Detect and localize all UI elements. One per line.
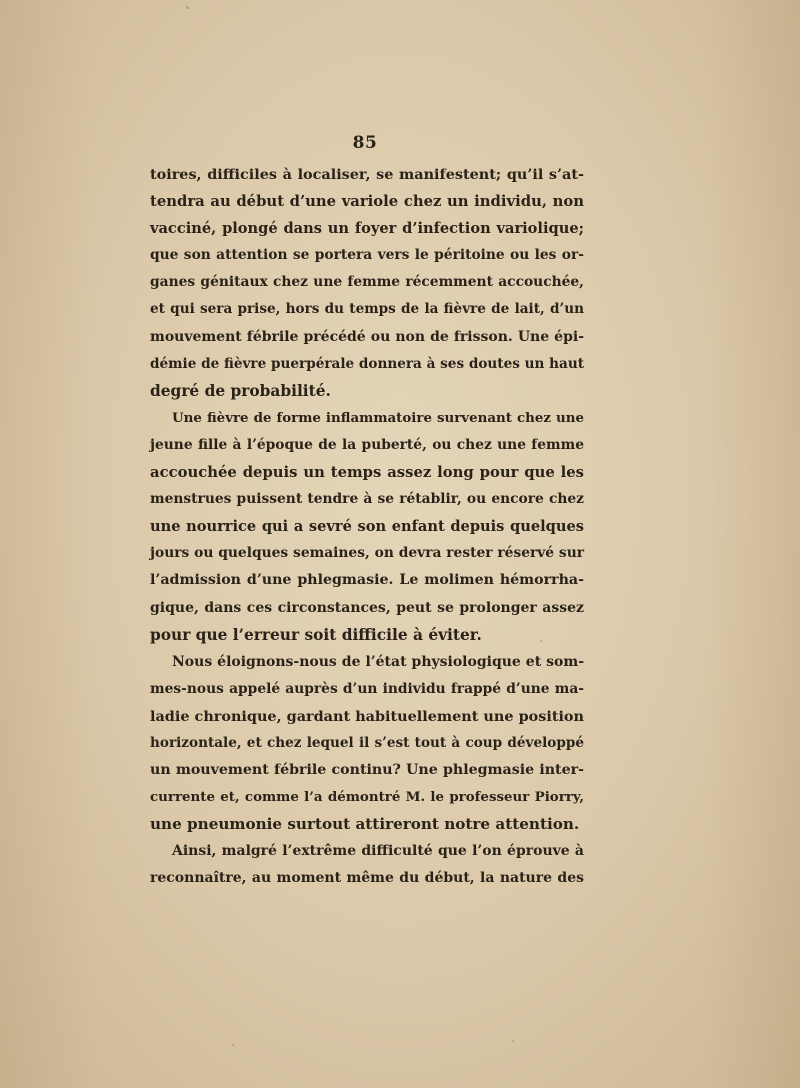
text-line: Nous éloignons-nous de l’état physiologique et som- (172, 653, 584, 670)
text-line: pour que l’erreur soit difficile à éviter. (150, 625, 482, 644)
text-line: et qui sera prise, hors du temps de la fièvre de lait, d’un (150, 301, 584, 318)
text-line: jours ou quelques semaines, on devra rester réservé sur (150, 545, 584, 562)
text-line: jeune fille à l’époque de la puberté, ou chez une femme (150, 436, 584, 453)
page-number: 85 (352, 133, 378, 153)
text-line: horizontale, et chez lequel il s’est tout à coup développé (150, 734, 584, 751)
text-line: démie de fièvre puerpérale donnera à ses doutes un haut (150, 355, 584, 372)
text-line: degré de probabilité. (150, 381, 331, 400)
text-line: reconnaître, au moment même du début, la nature des (150, 870, 584, 887)
body-text (150, 161, 584, 893)
text-line: toires, difficiles à localiser, se manifestent; qu’il s’at- (150, 166, 584, 183)
text-line: accouchée depuis un temps assez long pour que les (150, 464, 584, 482)
text-line: menstrues puissent tendre à se rétablir, ou encore chez (150, 491, 584, 508)
paper-speck (512, 1040, 514, 1042)
text-line: ganes génitaux chez une femme récemment accouchée, (150, 274, 584, 291)
paper-speck (232, 1044, 234, 1046)
text-line: Ainsi, malgré l’extrême difficulté que l’on éprouve à (172, 843, 584, 860)
text-line: tendra au début d’une variole chez un individu, non (150, 193, 584, 211)
text-line: un mouvement fébrile continu? Une phlegmasie inter- (150, 762, 584, 779)
paper-speck (186, 6, 189, 9)
paper-speck (540, 640, 542, 642)
text-line: vacciné, plongé dans un foyer d’infection variolique; (150, 220, 584, 238)
text-line: une nourrice qui a sevré son enfant depuis quelques (150, 518, 584, 536)
text-line: que son attention se portera vers le péritoine ou les or- (150, 247, 584, 264)
text-line: mouvement fébrile précédé ou non de frisson. Une épi- (150, 328, 584, 345)
text-line: l’admission d’une phlegmasie. Le molimen hémorrha- (150, 572, 584, 589)
text-line: mes-nous appelé auprès d’un individu frappé d’une ma- (150, 680, 584, 697)
text-line: gique, dans ces circonstances, peut se prolonger assez (150, 599, 584, 616)
text-line: currente et, comme l’a démontré M. le professeur Piorry, (150, 789, 584, 806)
text-line: Une fièvre de forme inflammatoire survenant chez une (172, 409, 584, 426)
text-line: ladie chronique, gardant habituellement une position (150, 707, 584, 725)
text-line: une pneumonie surtout attireront notre attention. (150, 815, 580, 834)
